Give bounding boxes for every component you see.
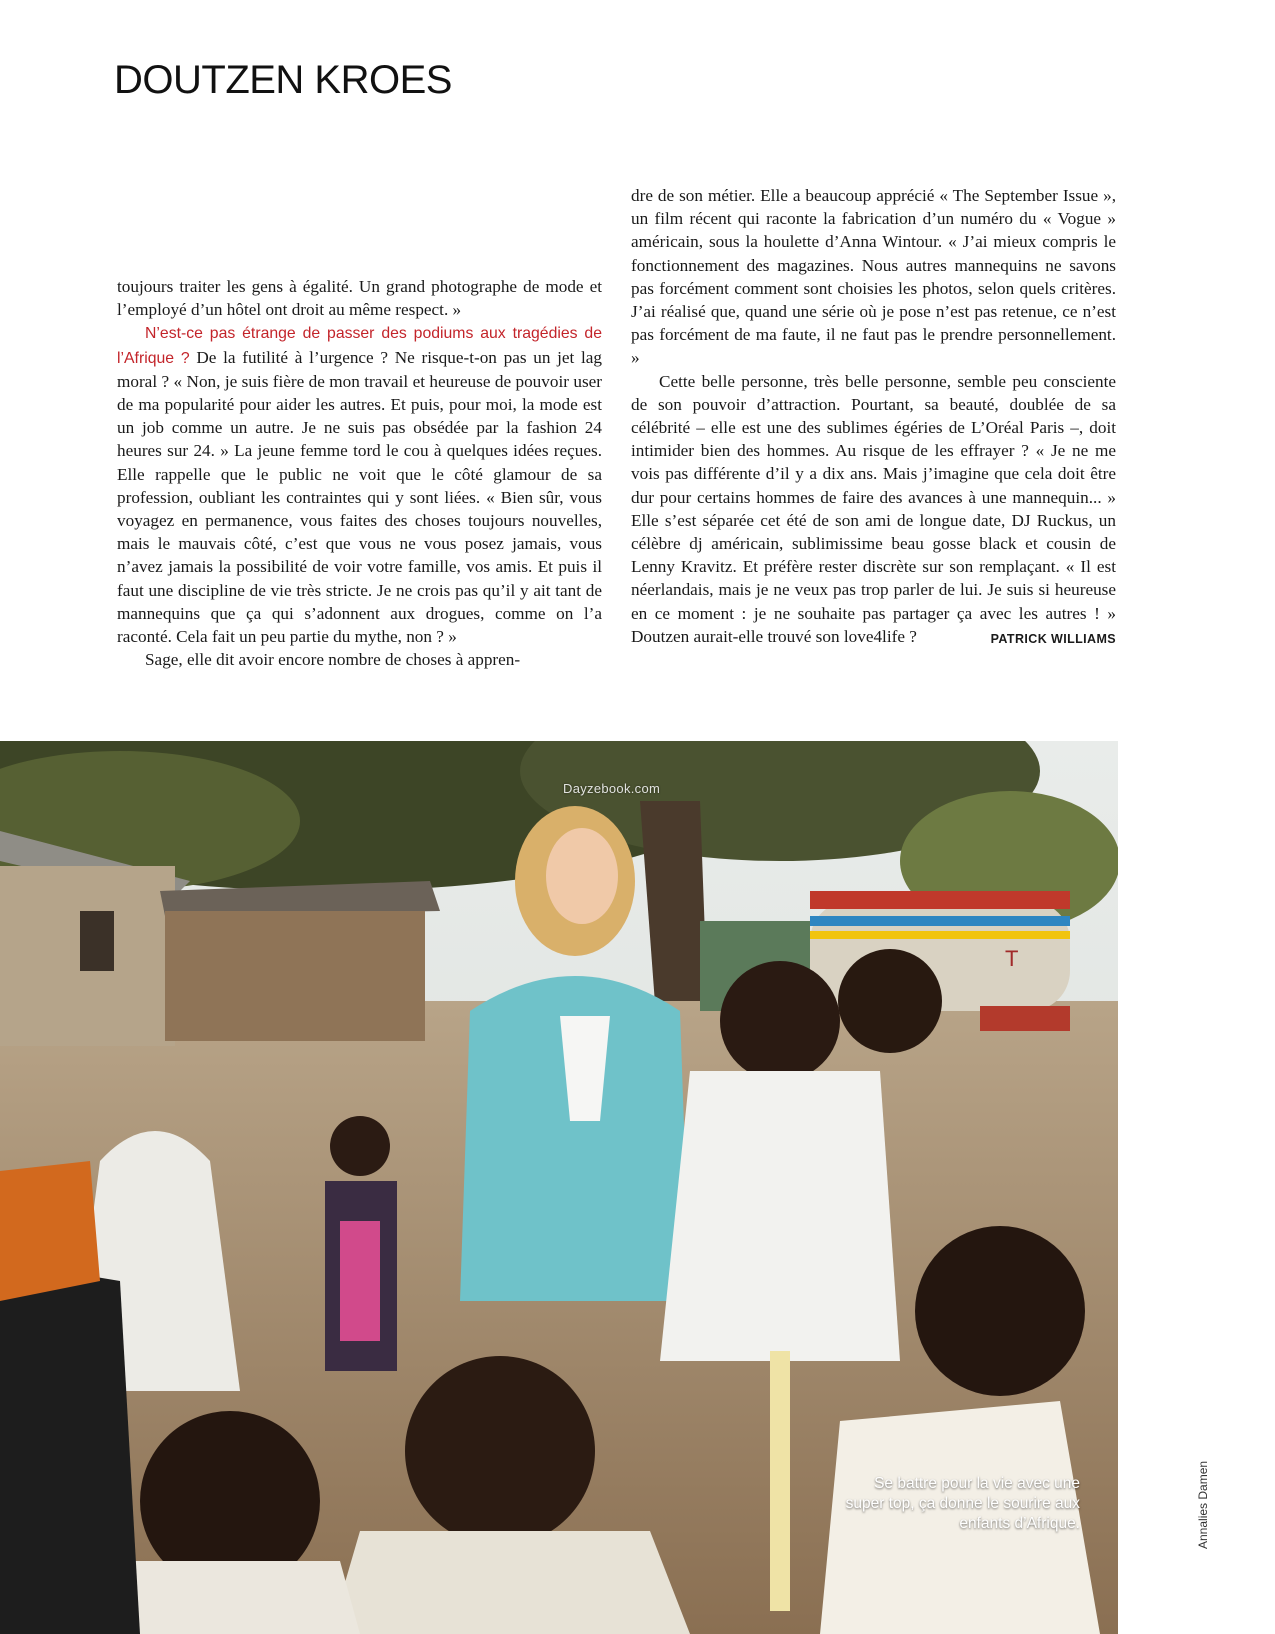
feature-photo bbox=[0, 741, 1118, 1634]
paragraph: toujours traiter les gens à égalité. Un grand photographe de mode et l’employé d’un hôtel ont droit au même respect. » bbox=[117, 277, 602, 320]
photo-caption: Se battre pour la vie avec une super top, ça donne le sourire aux enfants d’Afrique. bbox=[845, 1475, 1080, 1532]
watermark: Dayzebook.com bbox=[563, 781, 661, 796]
answer-text: De la futilité à l’urgence ? Ne risque-t-on pas un jet lag moral ? « Non, je suis fière de mon travail et heureuse de pouvoir user de ma popularité pour aider les autres. Et puis, pour moi, la mode est un job comme un autre. Je ne suis pas obsédée par la fashion 24 heures sur 24. » La jeune femme tord le cou à quelques idées reçues. Elle rappelle que le public ne voit que le côté glamour de sa profession, oubliant les contraintes qui y sont liées. « Bien sûr, vous voyagez en permanence, vous faites des choses toujours nouvelles, mais le mauvais côté, c’est que vous ne vous posez jamais, vous n’avez jamais la possibilité de voir votre famille, vos amis. Et puis il faut une discipline de vie très stricte. Je ne crois pas qu’il y ait tant de mannequins que ça qui s’adonnent aux drogues, comme on l’a raconté. Cela fait un peu partie du mythe, non ? » bbox=[117, 347, 602, 647]
paragraph: dre de son métier. Elle a beaucoup apprécié « The September Issue », un film récent qui raconte la fabrication d’un numéro du « Vogue » américain, sous la houlette d’Anna Wintour. « J’ai mieux compris le fonctionnement des magazines. Nous autres mannequins ne savons pas forcément comment sont choisies les photos, selon quels critères. J’ai réalisé que, quand une série où je pose n’est pas retenue, ce n’est pas forcément de ma faute, il ne faut pas le prendre personnellement. » bbox=[631, 186, 1116, 368]
interview-paragraph bbox=[117, 321, 602, 648]
paragraph-text: Cette belle personne, très belle personne, semble peu consciente de son pouvoir d’attraction. Pourtant, sa beauté, doublée de sa célébrité – elle est une des sublimes égéries de L’Oréal Paris –, doit intimider bien des hommes. Au risque de les effrayer ? « Je ne me vois pas différente d’il y a dix ans. Mais j’imagine que cela doit être dur pour certains hommes de faire des avances à une mannequin... » Elle s’est séparée cet été de son ami de longue date, DJ Ruckus, un célèbre dj américain, sublimissime beau gosse black et cousin de Lenny Kravitz. Et préfère rester discrète sur son remplaçant. « Il est néerlandais, mais je ne veux pas trop parler de lui. Je suis si heureuse en ce moment : je ne souhaite pas partager ça avec les autres ! » Doutzen aurait-elle trouvé son love4life ? bbox=[631, 371, 1116, 646]
truck-lettering: T bbox=[1005, 946, 1019, 971]
paragraph: Sage, elle dit avoir encore nombre de choses à appren- bbox=[145, 650, 521, 670]
article-column-left bbox=[117, 275, 602, 671]
paragraph-with-byline bbox=[631, 370, 1116, 648]
article-column-right bbox=[631, 184, 1116, 651]
photo-credit: Annalies Damen bbox=[1196, 1460, 1210, 1549]
author-byline: PATRICK WILLIAMS bbox=[990, 631, 1116, 646]
interview-question: N’est-ce pas étrange de passer des podiums aux tragédies de l’Afrique ? bbox=[117, 325, 602, 367]
article-title: DOUTZEN KROES bbox=[114, 58, 452, 102]
